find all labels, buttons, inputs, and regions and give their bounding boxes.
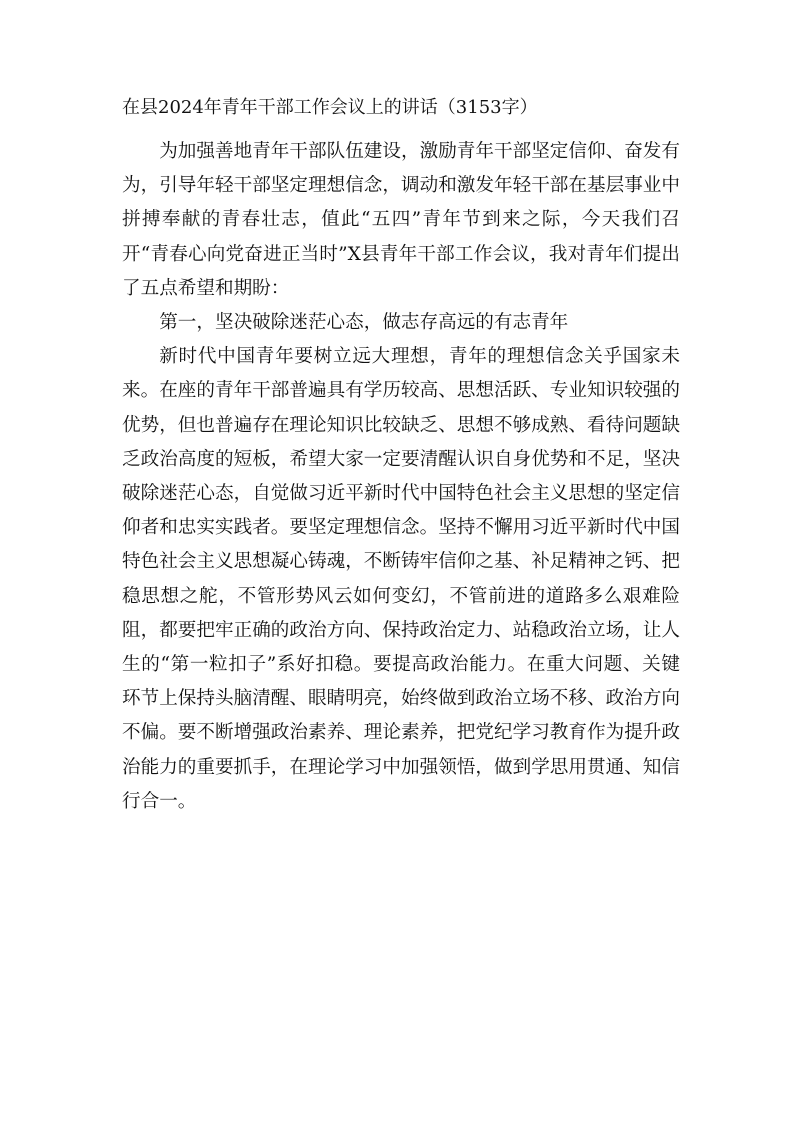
section-paragraph: 新时代中国青年要树立远大理想，青年的理想信念关乎国家未来。在座的青年干部普遍具有学历较高、思想活跃、专业知识较强的优势，但也普遍存在理论知识比较缺乏、思想不够成熟、看待问题缺乏政治高度的短板，希望大家一定要清醒认识自身优势和不足，坚决破除迷茫心态，自觉做习近平新时代中国特色社会主义思想的坚定信仰者和忠实实践者。要坚定理想信念。坚持不懈用习近平新时代中国特色社会主义思想凝心铸魂，不断铸牢信仰之基、补足精神之钙、把稳思想之舵，不管形势风云如何变幻，不管前进的道路多么艰难险阻，都要把牢正确的政治方向、保持政治定力、站稳政治立场，让人生的“第一粒扣子”系好扣稳。要提高政治能力。在重大问题、关键环节上保持头脑清醒、眼睛明亮，始终做到政治立场不移、政治方向不偏。要不断增强政治素养、理论素养，把党纪学习教育作为提升政治能力的重要抓手，在理论学习中加强领悟，做到学思用贯通、知信行合一。 — [122, 346, 680, 812]
document-body — [122, 135, 680, 819]
document-title: 在县2024年青年干部工作会议上的讲话（3153字） — [122, 97, 538, 118]
section-heading: 第一，坚决破除迷茫心态，做志存高远的有志青年 — [159, 312, 569, 334]
intro-paragraph: 为加强善地青年干部队伍建设，激励青年干部坚定信仰、奋发有为，引导年轻干部坚定理想信念，调动和激发年轻干部在基层事业中拼搏奉献的青春壮志，值此“五四”青年节到来之际，今天我们召开“青春心向党奋进正当时”X县青年干部工作会议，我对青年们提出了五点希望和期盼： — [122, 141, 680, 299]
